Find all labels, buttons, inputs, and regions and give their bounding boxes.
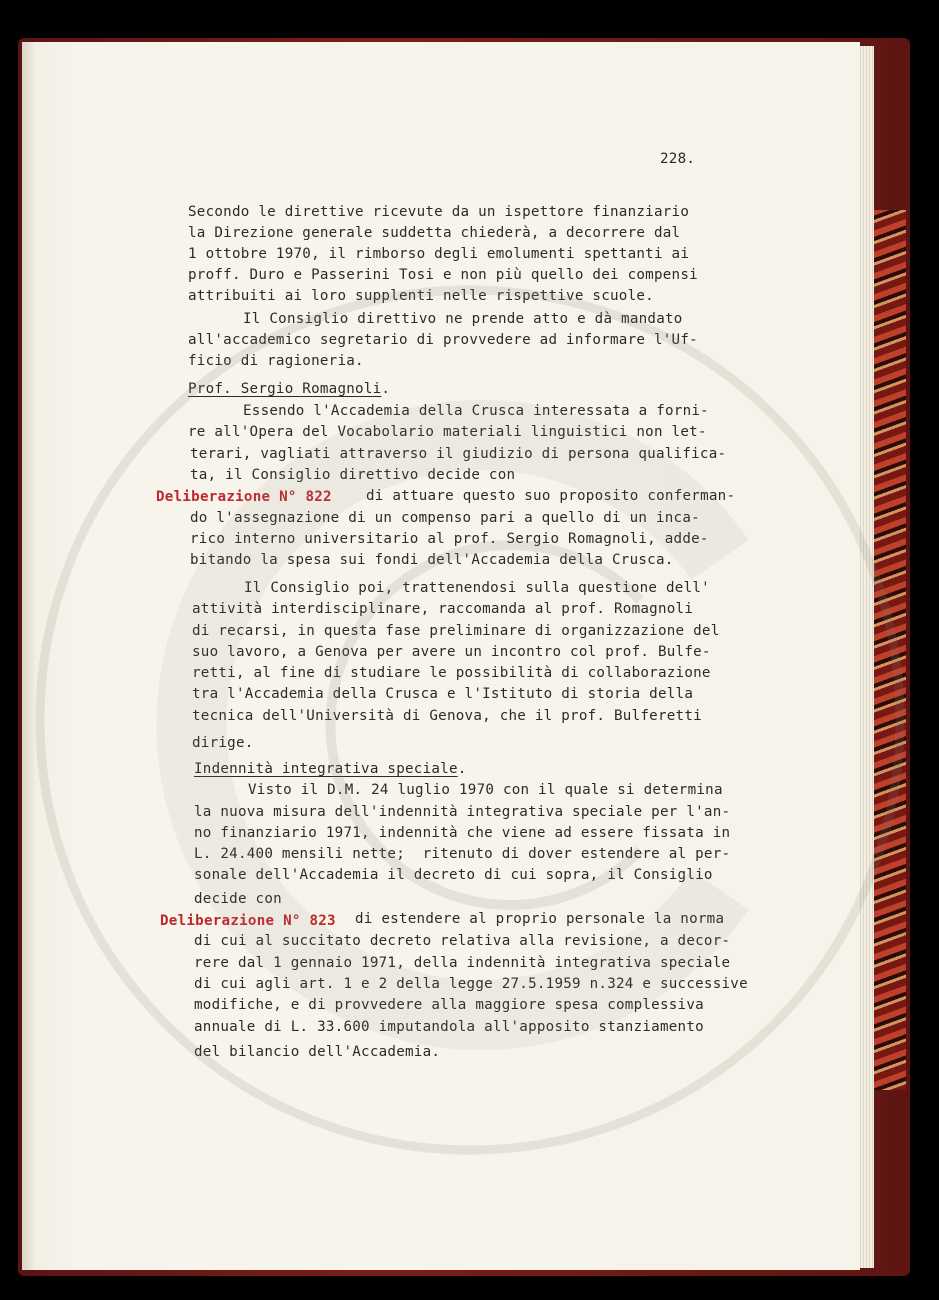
text-line: suo lavoro, a Genova per avere un incontro col prof. Bulfe- [192, 644, 711, 660]
text-line: sonale dell'Accademia il decreto di cui sopra, il Consiglio [194, 867, 713, 883]
text-line: rere dal 1 gennaio 1971, della indennità integrativa speciale [194, 955, 731, 971]
text-line: ficio di ragioneria. [188, 353, 364, 369]
text-line: L. 24.400 mensili nette; ritenuto di dover estendere al per- [194, 846, 731, 862]
text-line: retti, al fine di studiare le possibilità di collaborazione [192, 665, 711, 681]
section-heading-text: Prof. Sergio Romagnoli [188, 381, 382, 397]
text-line: Secondo le direttive ricevute da un ispettore finanziario [188, 204, 690, 220]
section-heading-indennita [194, 762, 467, 776]
text-line: all'accademico segretario di provvedere ad informare l'Uf- [188, 332, 698, 348]
page-stack-edge [858, 46, 874, 1268]
heading-period: . [457, 761, 467, 777]
text-line: re all'Opera del Vocabolario materiali linguistici non let- [188, 424, 707, 440]
text-line: dirige. [192, 735, 254, 751]
text-line: Visto il D.M. 24 luglio 1970 con il quale si determina [248, 782, 723, 798]
text-line: di estendere al proprio personale la norma [355, 911, 725, 927]
text-line: tra l'Accademia della Crusca e l'Istituto di storia della [192, 686, 694, 702]
page-number: 228. [660, 151, 696, 167]
text-line: attribuiti ai loro supplenti nelle rispettive scuole. [188, 288, 654, 304]
deliberation-822-label: Deliberazione N° 822 [156, 489, 332, 505]
text-line: proff. Duro e Passerini Tosi e non più quello dei compensi [188, 267, 698, 283]
text-line: rico interno universitario al prof. Sergio Romagnoli, adde- [190, 531, 709, 547]
text-line: la nuova misura dell'indennità integrativa speciale per l'an- [194, 804, 731, 820]
text-line: modifiche, e di provvedere alla maggiore spesa complessiva [194, 997, 704, 1013]
deliberation-823-label: Deliberazione N° 823 [160, 913, 336, 929]
text-line: terari, vagliati attraverso il giudizio di persona qualifica- [190, 446, 727, 462]
heading-period: . [381, 381, 391, 397]
text-line: ta, il Consiglio direttivo decide con [190, 467, 516, 483]
text-line: annuale di L. 33.600 imputandola all'apposito stanziamento [194, 1019, 704, 1035]
text-line: di attuare questo suo proposito conferman- [366, 488, 736, 504]
marbled-edge [872, 210, 906, 1090]
section-heading-text: Indennità integrativa speciale [194, 761, 458, 777]
text-line: di cui agli art. 1 e 2 della legge 27.5.1959 n.324 e successive [194, 976, 748, 992]
text-line: Il Consiglio direttivo ne prende atto e dà mandato [243, 311, 683, 327]
text-line: Il Consiglio poi, trattenendosi sulla questione dell' [244, 580, 710, 596]
text-line: no finanziario 1971, indennità che viene ad essere fissata in [194, 825, 731, 841]
text-line: bitando la spesa sui fondi dell'Accademia della Crusca. [190, 552, 674, 568]
text-line: la Direzione generale suddetta chiederà, a decorrere dal [188, 225, 681, 241]
text-line: decide con [194, 891, 282, 907]
text-line: 1 ottobre 1970, il rimborso degli emolumenti spettanti ai [188, 246, 690, 262]
text-line: do l'assegnazione di un compenso pari a quello di un inca- [190, 510, 700, 526]
text-line: attività interdisciplinare, raccomanda al prof. Romagnoli [192, 601, 694, 617]
text-line: Essendo l'Accademia della Crusca interessata a forni- [243, 403, 709, 419]
section-heading-romagnoli [188, 382, 390, 396]
text-line: tecnica dell'Università di Genova, che il prof. Bulferetti [192, 708, 702, 724]
text-line: di recarsi, in questa fase preliminare di organizzazione del [192, 623, 720, 639]
text-line: di cui al succitato decreto relativa alla revisione, a decor- [194, 933, 731, 949]
text-line: del bilancio dell'Accademia. [194, 1044, 441, 1060]
